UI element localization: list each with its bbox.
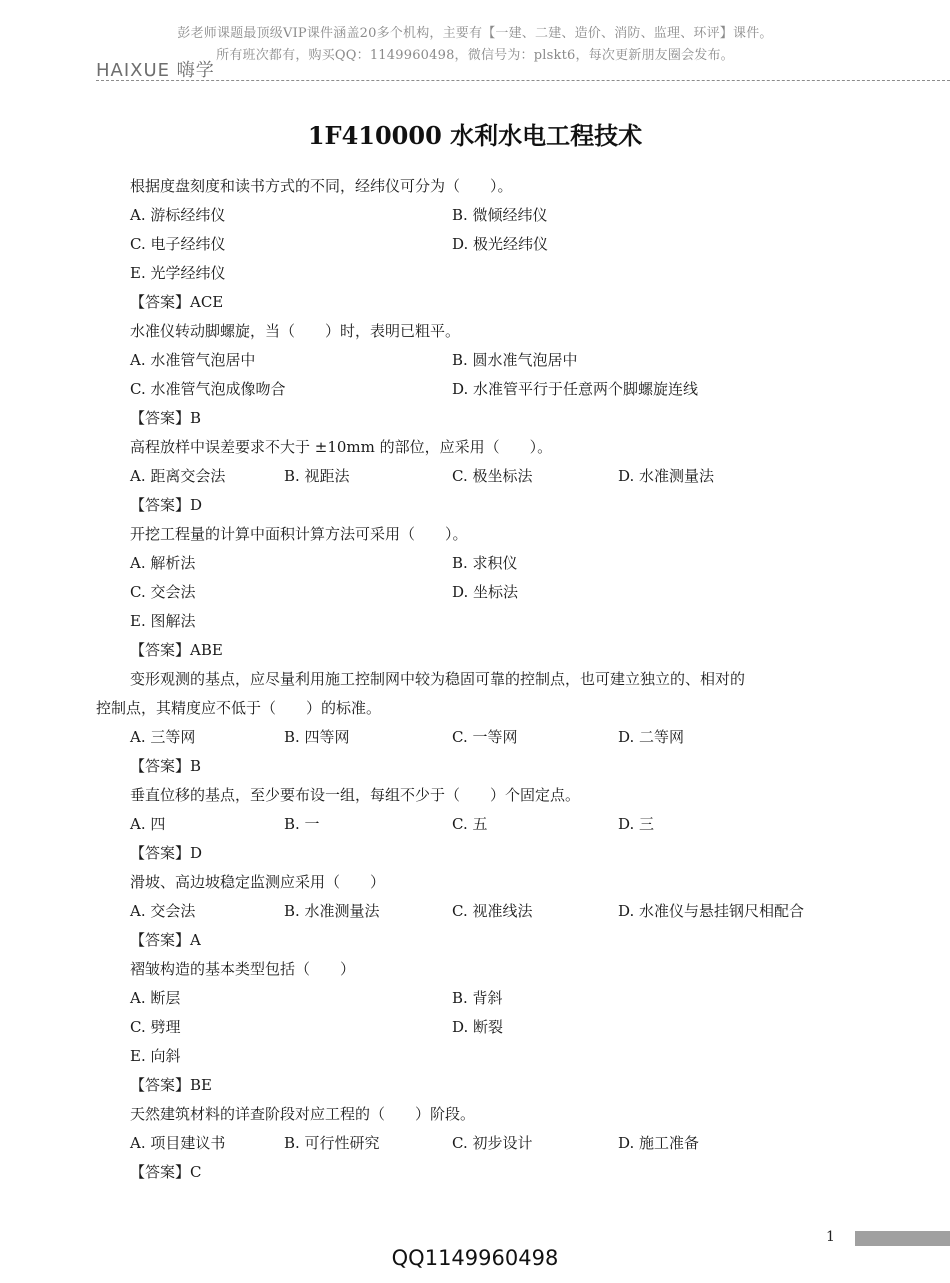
answer-line: 【答案】D [130, 844, 203, 862]
option-e: E. 光学经纬仪 [130, 264, 226, 282]
option-e: E. 图解法 [130, 612, 196, 630]
option-d: D. 施工准备 [618, 1134, 700, 1152]
question-stem: 垂直位移的基点，至少要布设一组，每组不少于（ ）个固定点。 [130, 786, 581, 804]
option-c: C. 交会法 [130, 583, 196, 601]
answer-line: 【答案】B [130, 409, 202, 427]
option-b: B. 背斜 [452, 989, 503, 1007]
question-stem: 根据度盘刻度和读书方式的不同，经纬仪可分为（ ）。 [130, 177, 513, 195]
option-c: C. 水准管气泡成像吻合 [130, 380, 286, 398]
option-d: D. 极光经纬仪 [452, 235, 549, 253]
option-a: A. 项目建议书 [130, 1134, 226, 1152]
option-d: D. 水准测量法 [618, 467, 715, 485]
page-title: 1F410000 水利水电工程技术 [307, 121, 643, 150]
watermark-line-2: 所有班次都有，购买QQ：1149960498，微信号为：plskt6，每次更新朋友圈会发布。 [216, 48, 734, 63]
answer-line: 【答案】D [130, 496, 203, 514]
question-stem: 滑坡、高边坡稳定监测应采用（ ） [130, 873, 386, 891]
header-divider [96, 80, 950, 81]
option-a: A. 交会法 [130, 902, 196, 920]
option-b: B. 四等网 [284, 728, 350, 746]
option-d: D. 水准仪与悬挂钢尺相配合 [618, 902, 805, 920]
option-d: D. 坐标法 [452, 583, 519, 601]
option-c: C. 电子经纬仪 [130, 235, 226, 253]
answer-line: 【答案】C [130, 1163, 202, 1181]
question-stem: 褶皱构造的基本类型包括（ ） [130, 960, 356, 978]
option-a: A. 距离交会法 [130, 467, 226, 485]
question-stem: 变形观测的基点，应尽量利用施工控制网中较为稳固可靠的控制点，也可建立独立的、相对的 [130, 670, 746, 688]
question-stem: 天然建筑材料的详查阶段对应工程的（ ）阶段。 [130, 1105, 476, 1123]
watermark-line-1: 彭老师课题最顶级VIP课件涵盖20多个机构，主要有【一建、二建、造价、消防、监理、环评】课件。 [177, 26, 773, 41]
option-c: C. 极坐标法 [452, 467, 533, 485]
answer-line: 【答案】B [130, 757, 202, 775]
answer-line: 【答案】BE [130, 1076, 212, 1094]
footer-qq: QQ1149960498 [391, 1246, 559, 1270]
option-a: A. 解析法 [130, 554, 196, 572]
option-b: B. 一 [284, 815, 320, 833]
answer-line: 【答案】ACE [130, 293, 224, 311]
option-a: A. 断层 [130, 989, 181, 1007]
answer-line: 【答案】ABE [130, 641, 223, 659]
option-a: A. 水准管气泡居中 [130, 351, 256, 369]
option-b: B. 水准测量法 [284, 902, 380, 920]
option-c: C. 五 [452, 815, 488, 833]
option-a: A. 三等网 [130, 728, 196, 746]
question-stem: 开挖工程量的计算中面积计算方法可采用（ ）。 [130, 525, 468, 543]
question-stem-continued: 控制点，其精度应不低于（ ）的标准。 [96, 699, 382, 717]
option-a: A. 游标经纬仪 [130, 206, 226, 224]
option-e: E. 向斜 [130, 1047, 181, 1065]
option-d: D. 断裂 [452, 1018, 504, 1036]
option-b: B. 微倾经纬仪 [452, 206, 548, 224]
option-c: C. 一等网 [452, 728, 518, 746]
option-d: D. 水准管平行于任意两个脚螺旋连线 [452, 380, 699, 398]
answer-line: 【答案】A [130, 931, 201, 949]
option-d: D. 三 [618, 815, 655, 833]
option-c: C. 视准线法 [452, 902, 533, 920]
question-stem: 水准仪转动脚螺旋，当（ ）时，表明已粗平。 [130, 322, 461, 340]
haixue-logo: HAIXUE 嗨学 [96, 60, 215, 81]
question-stem: 高程放样中误差要求不大于 ±10mm 的部位，应采用（ ）。 [130, 438, 553, 456]
option-b: B. 视距法 [284, 467, 350, 485]
option-c: C. 劈理 [130, 1018, 181, 1036]
option-b: B. 可行性研究 [284, 1134, 380, 1152]
option-c: C. 初步设计 [452, 1134, 533, 1152]
page-number: 1 [826, 1229, 835, 1245]
option-b: B. 求积仪 [452, 554, 518, 572]
option-b: B. 圆水准气泡居中 [452, 351, 578, 369]
option-d: D. 二等网 [618, 728, 685, 746]
option-a: A. 四 [130, 815, 166, 833]
footer-bar [855, 1231, 950, 1246]
